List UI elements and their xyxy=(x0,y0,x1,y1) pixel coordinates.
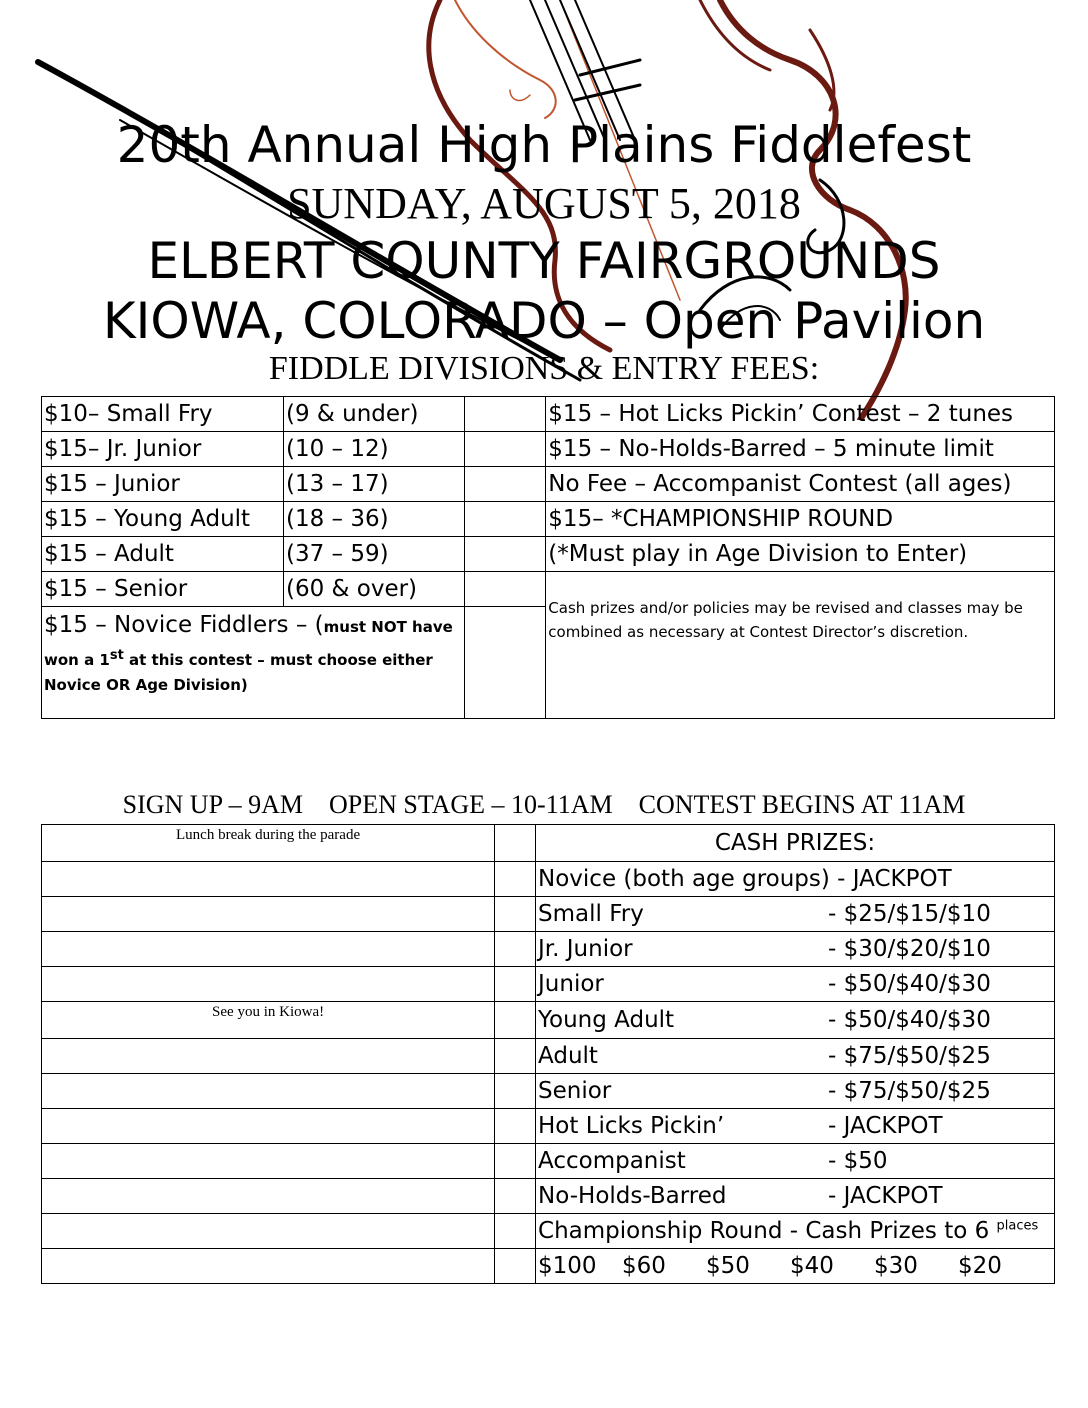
table-row xyxy=(42,862,1055,897)
prize-amount: - $25/$15/$10 xyxy=(828,901,991,927)
prize-row xyxy=(536,1074,1055,1109)
table-row xyxy=(42,1074,1055,1109)
championship-amount: $30 xyxy=(874,1253,918,1279)
table-row xyxy=(42,1214,1055,1249)
contest-entry: $15 – No-Holds-Barred – 5 minute limit xyxy=(546,432,1055,467)
blank-cell xyxy=(42,1109,495,1144)
prize-row xyxy=(536,932,1055,967)
division-ages: (13 – 17) xyxy=(283,467,464,502)
spacer-cell xyxy=(495,1214,536,1249)
blank-cell xyxy=(42,967,495,1002)
prize-amount: - $75/$50/$25 xyxy=(828,1043,991,1069)
spacer-cell xyxy=(495,1109,536,1144)
spacer-cell xyxy=(495,1039,536,1074)
spacer-cell xyxy=(495,825,536,862)
prize-row xyxy=(536,1144,1055,1179)
event-title: 20th Annual High Plains Fiddlefest xyxy=(116,116,972,174)
contest-entry: $15 – Hot Licks Pickin’ Contest – 2 tunes xyxy=(546,397,1055,432)
prize-amount: - $50/$40/$30 xyxy=(828,1007,991,1033)
spacer-cell xyxy=(464,607,545,719)
table-row xyxy=(42,467,1055,502)
table-row xyxy=(42,1144,1055,1179)
blank-cell xyxy=(42,1144,495,1179)
event-date: SUNDAY, AUGUST 5, 2018 xyxy=(287,179,801,228)
championship-amount: $20 xyxy=(958,1253,1002,1279)
table-row xyxy=(42,967,1055,1002)
divisions-heading: FIDDLE DIVISIONS & ENTRY FEES: xyxy=(268,350,820,387)
table-row xyxy=(42,1179,1055,1214)
prize-row xyxy=(536,1039,1055,1074)
spacer-cell xyxy=(464,432,545,467)
lunch-note: Lunch break during the parade xyxy=(42,825,495,862)
spacer-cell xyxy=(495,1179,536,1214)
blank-cell xyxy=(42,1249,495,1284)
prize-name: Hot Licks Pickin’ xyxy=(538,1113,725,1139)
prize-row xyxy=(536,897,1055,932)
blank-cell xyxy=(42,897,495,932)
spacer-cell xyxy=(464,467,545,502)
championship-amounts xyxy=(536,1249,1055,1284)
prize-amount: - $30/$20/$10 xyxy=(828,936,991,962)
division-label: $15 – Young Adult xyxy=(42,502,284,537)
spacer-cell xyxy=(464,397,545,432)
prize-name: No-Holds-Barred xyxy=(538,1183,727,1209)
table-row xyxy=(42,1039,1055,1074)
table-row xyxy=(42,897,1055,932)
table-row xyxy=(42,1109,1055,1144)
division-label: $15 – Junior xyxy=(42,467,284,502)
prize-amount: - $75/$50/$25 xyxy=(828,1078,991,1104)
division-ages: (60 & over) xyxy=(283,572,464,607)
contest-entry: (*Must play in Age Division to Enter) xyxy=(546,537,1055,572)
table-row xyxy=(42,537,1055,572)
spacer-cell xyxy=(495,1074,536,1109)
policy-note-text: Cash prizes and/or policies may be revised and classes may be combined as necessary at Contest Director’s discretion. xyxy=(548,599,1023,641)
blank-cell xyxy=(42,932,495,967)
prize-amount: - $50/$40/$30 xyxy=(828,971,991,997)
spacer-cell xyxy=(495,897,536,932)
prize-row xyxy=(536,967,1055,1002)
table-row xyxy=(42,502,1055,537)
spacer-cell xyxy=(464,572,545,607)
championship-amount: $40 xyxy=(790,1253,834,1279)
spacer-cell xyxy=(495,967,536,1002)
championship-label: Championship Round - Cash Prizes to 6 xyxy=(538,1218,990,1244)
spacer-cell xyxy=(495,1144,536,1179)
table-row xyxy=(42,397,1055,432)
spacer-cell xyxy=(495,1249,536,1284)
division-label: $15 – Senior xyxy=(42,572,284,607)
schedule-line: SIGN UP – 9AM OPEN STAGE – 10-11AM CONTEST BEGINS AT 11AM xyxy=(122,790,966,819)
prize-name: Young Adult xyxy=(538,1007,675,1033)
contest-entry: No Fee – Accompanist Contest (all ages) xyxy=(546,467,1055,502)
table-row xyxy=(42,572,1055,607)
blank-cell xyxy=(42,1214,495,1249)
blank-cell xyxy=(42,1039,495,1074)
prize-amount: - JACKPOT xyxy=(828,1113,943,1139)
spacer-cell xyxy=(464,502,545,537)
championship-amount: $50 xyxy=(706,1253,750,1279)
spacer-cell xyxy=(495,862,536,897)
championship-places: places xyxy=(996,1218,1039,1234)
novice-division xyxy=(42,607,465,719)
prize-novice: Novice (both age groups) - JACKPOT xyxy=(536,862,1055,897)
division-ages: (37 – 59) xyxy=(283,537,464,572)
table-row xyxy=(42,1002,1055,1039)
blank-cell xyxy=(42,1179,495,1214)
prizes-heading: CASH PRIZES: xyxy=(536,825,1055,862)
see-you-note: See you in Kiowa! xyxy=(42,1002,495,1039)
blank-cell xyxy=(42,1074,495,1109)
event-venue: ELBERT COUNTY FAIRGROUNDS xyxy=(147,232,941,290)
division-ages: (10 – 12) xyxy=(283,432,464,467)
blank-cell xyxy=(42,862,495,897)
division-label: $10– Small Fry xyxy=(42,397,284,432)
table-row xyxy=(42,932,1055,967)
spacer-cell xyxy=(495,1002,536,1039)
novice-label: $15 – Novice Fiddlers – ( xyxy=(44,612,324,638)
prize-name: Jr. Junior xyxy=(538,936,633,962)
division-label: $15– Jr. Junior xyxy=(42,432,284,467)
prize-row xyxy=(536,1002,1055,1039)
division-ages: (18 – 36) xyxy=(283,502,464,537)
prize-name: Small Fry xyxy=(538,901,644,927)
championship-amount: $100 xyxy=(538,1253,597,1279)
prize-name: Senior xyxy=(538,1078,612,1104)
division-label: $15 – Adult xyxy=(42,537,284,572)
spacer-cell xyxy=(464,537,545,572)
prize-amount: - $50 xyxy=(828,1148,888,1174)
contest-entry: $15– *CHAMPIONSHIP ROUND xyxy=(546,502,1055,537)
championship-amount: $60 xyxy=(622,1253,666,1279)
prize-row xyxy=(536,1179,1055,1214)
prize-name: Accompanist xyxy=(538,1148,686,1174)
table-row xyxy=(42,1249,1055,1284)
division-ages: (9 & under) xyxy=(283,397,464,432)
prize-amount: - JACKPOT xyxy=(828,1183,943,1209)
prize-row xyxy=(536,1109,1055,1144)
prize-name: Junior xyxy=(538,971,604,997)
cash-prizes-table xyxy=(41,824,1055,1284)
championship-prize xyxy=(536,1214,1055,1249)
prize-name: Adult xyxy=(538,1043,598,1069)
novice-note-line: won a 1st at this contest – must choose either xyxy=(44,648,433,669)
novice-note: must NOT have xyxy=(323,618,453,636)
spacer-cell xyxy=(495,932,536,967)
novice-note-line: Novice OR Age Division) xyxy=(44,676,248,694)
policy-note xyxy=(546,572,1055,719)
table-row xyxy=(42,432,1055,467)
table-row xyxy=(42,825,1055,862)
entry-fees-table xyxy=(41,396,1055,719)
event-location: KIOWA, COLORADO – Open Pavilion xyxy=(102,292,986,350)
